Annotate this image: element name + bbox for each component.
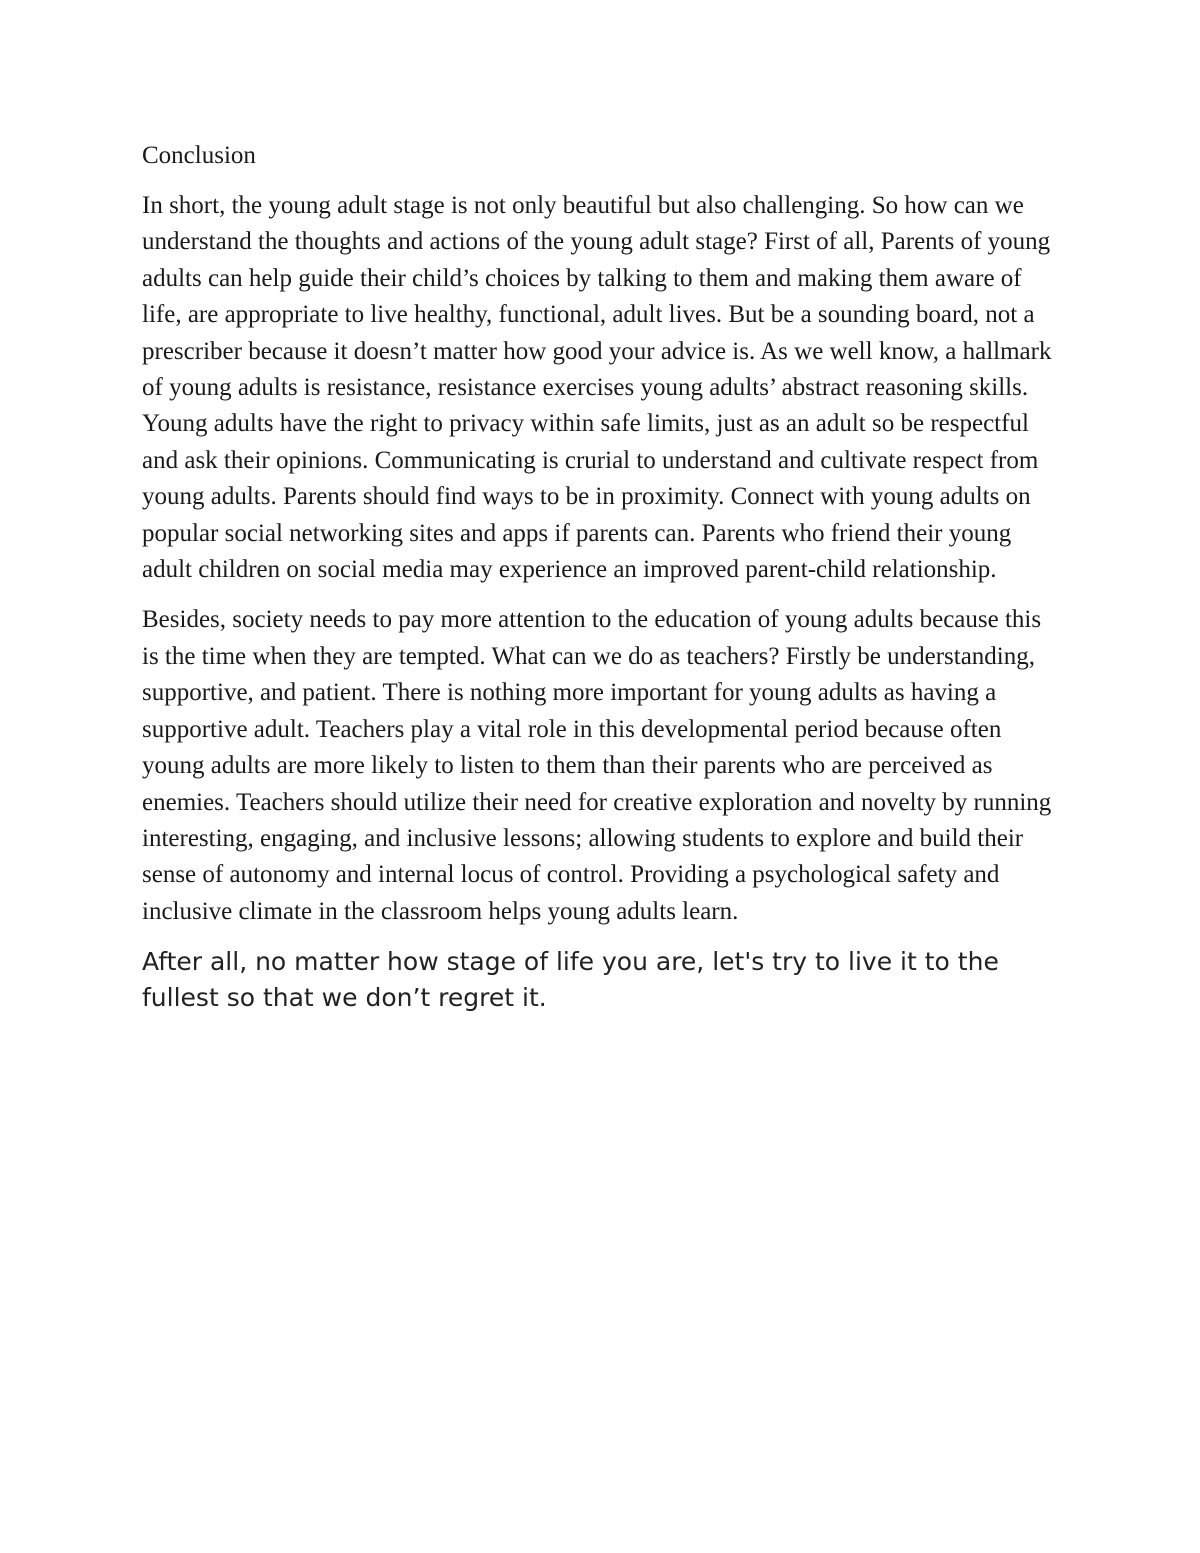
paragraph-teachers: Besides, society needs to pay more attention to the education of young adults because this is the time when they are tempted. What can we do as teachers? Firstly be understanding, supportive, and patient. There is nothing more important for young adults as having a supportive adult. Teachers play a vital role in this developmental period because often young adults are more likely to listen to them than their parents who are perceived as enemies. Teachers should utilize their need for creative exploration and novelty by running interesting, engaging, and inclusive lessons; allowing students to explore and build their sense of autonomy and internal locus of control. Providing a psychological safety and inclusive climate in the classroom helps young adults learn.: [142, 606, 1052, 925]
closing-sentence: After all, no matter how stage of life you are, let's try to live it to the fullest so that we don’t regret it.: [142, 947, 999, 1013]
paragraph-parents: In short, the young adult stage is not only beautiful but also challenging. So how can we understand the thoughts and actions of the young adult stage? First of all, Parents of young adults can help guide their child’s choices by talking to them and making them aware of life, are appropriate to live healthy, functional, adult lives. But be a sounding board, not a prescriber because it doesn’t matter how good your advice is. As we well know, a hallmark of young adults is resistance, resistance exercises young adults’ abstract reasoning skills. Young adults have the right to privacy within safe limits, just as an adult so be respectful and ask their opinions. Communicating is crurial to understand and cultivate respect from young adults. Parents should find ways to be in proximity. Connect with young adults on popular social networking sites and apps if parents can. Parents who friend their young adult children on social media may experience an improved parent-child relationship.: [142, 192, 1052, 584]
section-heading: Conclusion: [142, 142, 256, 169]
document-body: [142, 138, 1062, 1016]
